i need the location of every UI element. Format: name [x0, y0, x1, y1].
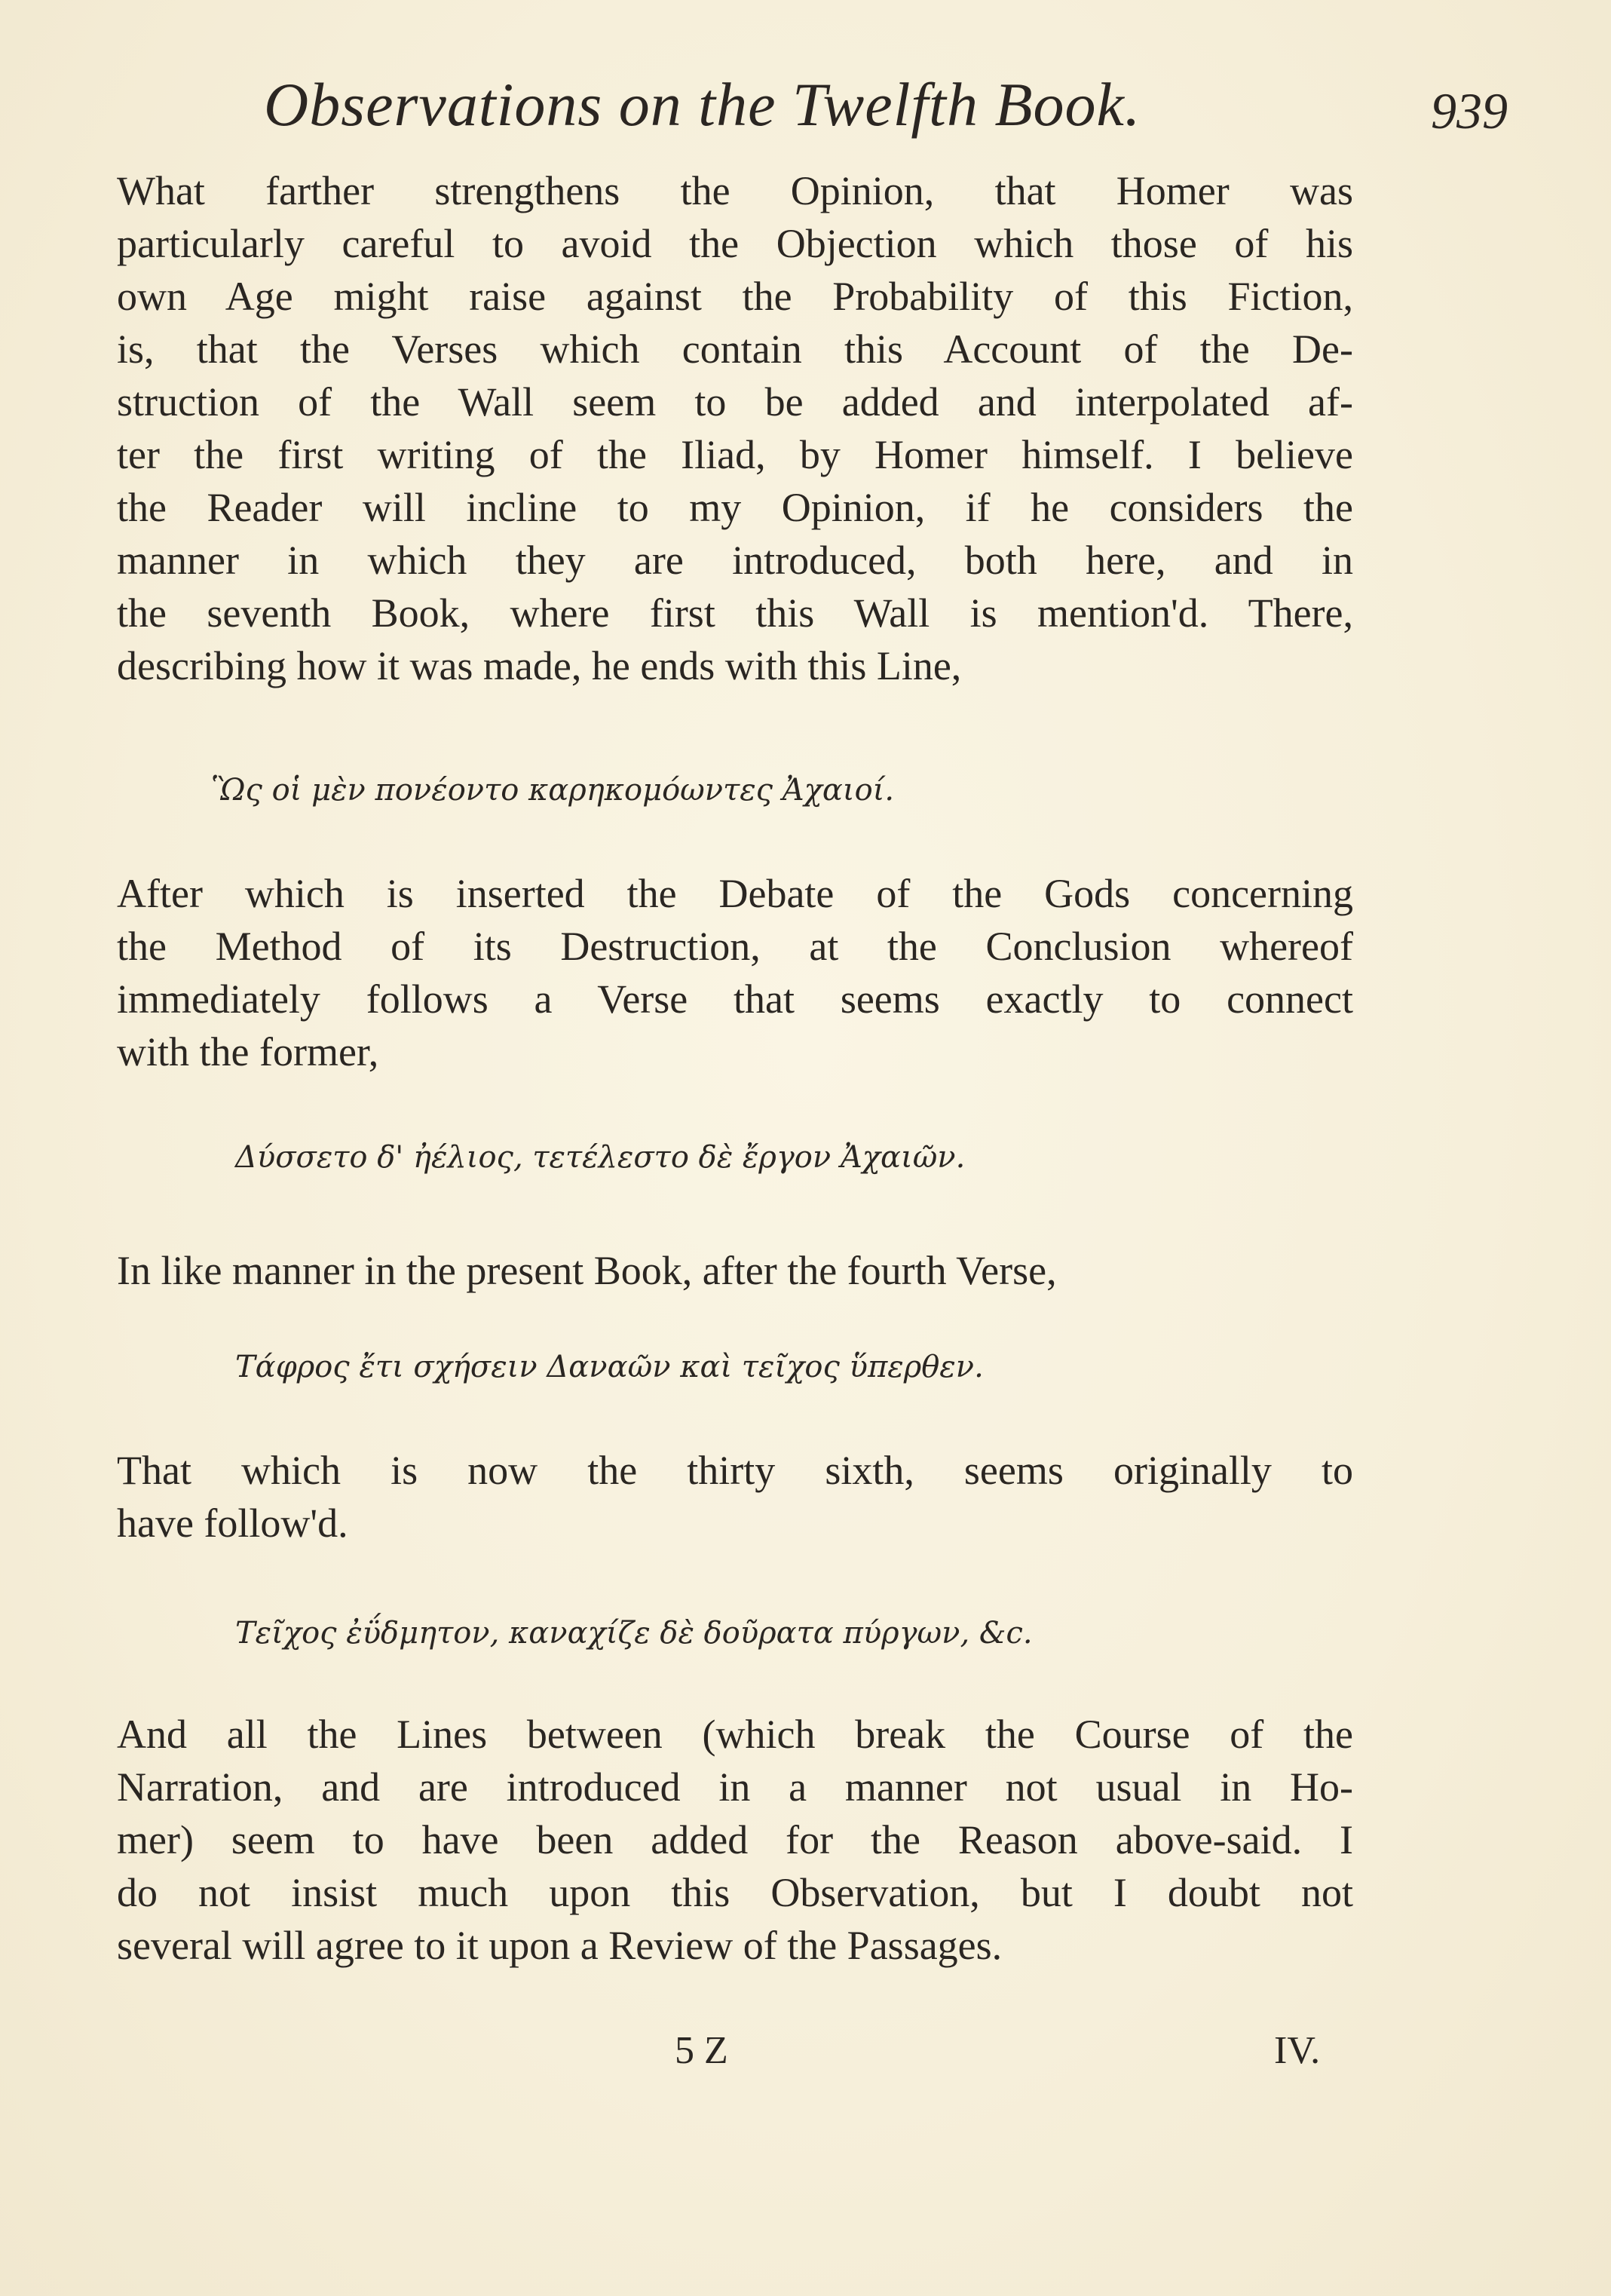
text-line: have follow'd.	[117, 1501, 348, 1546]
catchword: IV.	[1274, 2029, 1321, 2072]
text-line: In like manner in the present Book, after the fourth Verse,	[117, 1248, 1057, 1293]
greek-verse-3: Τάφρος ἔτι σχήσειν Δαναῶν καὶ τεῖχος ὕπερθεν.	[235, 1350, 984, 1384]
text-line: mer) seem to have been added for the Reason above-said. I	[117, 1817, 1353, 1862]
text-line: Narration, and are introduced in a manner not usual in Ho-	[117, 1764, 1353, 1810]
text-line: describing how it was made, he ends with this Line,	[117, 643, 962, 688]
text-line: the Method of its Destruction, at the Conclusion whereof	[117, 924, 1353, 969]
paragraph-4	[117, 1444, 1353, 1550]
paragraph-5	[117, 1708, 1353, 1972]
text-line: several will agree to it upon a Review of the Passages.	[117, 1923, 1003, 1968]
text-line: What farther strengthens the Opinion, that Homer was	[117, 168, 1353, 213]
text-line: immediately follows a Verse that seems exactly to connect	[117, 976, 1353, 1022]
paragraph-2	[117, 867, 1353, 1078]
text-line: the Reader will incline to my Opinion, if he considers the	[117, 485, 1353, 530]
page-number: 939	[1431, 82, 1508, 139]
signature-mark: 5 Z	[675, 2029, 728, 2072]
text-line: with the former,	[117, 1029, 379, 1074]
text-line: ter the first writing of the Iliad, by Homer himself. I believe	[117, 432, 1353, 477]
text-line: the seventh Book, where first this Wall is mention'd. There,	[117, 590, 1353, 636]
text-line: own Age might raise against the Probability of this Fiction,	[117, 274, 1353, 319]
greek-verse-1: Ὣς οἱ μὲν πονέοντο καρηκομόωντες Ἀχαιοί.	[211, 773, 895, 808]
text-line: struction of the Wall seem to be added and interpolated af-	[117, 379, 1353, 425]
greek-verse-2: Δύσσετο δ' ἠέλιος, τετέλεστο δὲ ἔργον Ἀχαιῶν.	[235, 1140, 966, 1175]
text-line: manner in which they are introduced, both here, and in	[117, 538, 1353, 583]
text-line: is, that the Verses which contain this Account of the De-	[117, 326, 1353, 372]
running-title: Observations on the Twelfth Book.	[264, 70, 1141, 139]
text-line: particularly careful to avoid the Objection which those of his	[117, 221, 1353, 266]
text-line: That which is now the thirty sixth, seems originally to	[117, 1448, 1353, 1493]
greek-verse-4: Τεῖχος ἐΰδμητον, καναχίζε δὲ δοῦρατα πύργων, &c.	[235, 1616, 1033, 1651]
text-line: After which is inserted the Debate of the Gods concerning	[117, 871, 1353, 916]
text-line: do not insist much upon this Observation, but I doubt not	[117, 1870, 1353, 1915]
paragraph-1	[117, 164, 1353, 692]
text-line: And all the Lines between (which break the Course of the	[117, 1712, 1353, 1757]
paragraph-3	[117, 1244, 1353, 1297]
